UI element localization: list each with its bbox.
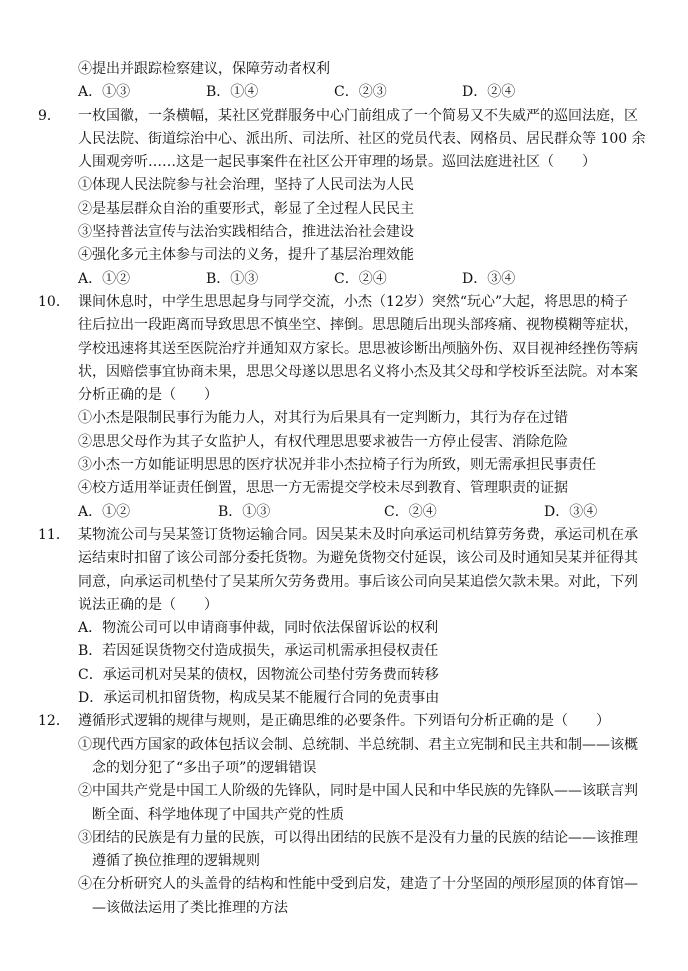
question-9-option-d: D．③④ [462, 270, 516, 287]
question-12-number: 12． [38, 713, 70, 730]
question-11 [38, 524, 648, 617]
question-12-item-4-line-1: ④在分析研究人的头盖骨的结构和性能中受到启发，建造了十分坚固的颅形屋顶的体育馆— [78, 876, 638, 893]
question-9-options [56, 268, 648, 291]
question-9-line-3: 人围观旁听……这是一起民事案件在社区公开审理的场景。巡回法庭进社区（ ） [78, 154, 596, 171]
question-9-line-2: 人民法院、街道综治中心、派出所、司法所、社区的党员代表、网格员、居民群众等 100 余 [78, 130, 646, 147]
question-10-line-4: 状，因赔偿事宜协商未果，思思父母遂以思思名义将小杰及其父母和学校诉至法院。对本案 [78, 363, 638, 380]
question-12-item-1-line-2: 念的划分犯了“多出子项”的逻辑错误 [92, 759, 317, 776]
question-10-line-2: 往后拉出一段距离而导致思思不慎坐空、摔倒。思思随后出现头部疼痛、视物模糊等症状， [78, 317, 638, 334]
prev-option-c: C．②③ [334, 84, 387, 101]
question-10-item-3: ③小杰一方如能证明思思的医疗状况并非小杰拉椅子行为所致，则无需承担民事责任 [78, 457, 596, 474]
question-10-option-a: A．①② [78, 503, 131, 520]
prev-item-4: ④提出并跟踪检察建议，保障劳动者权利 [78, 61, 330, 77]
question-11-choice-d: D．承运司机扣留货物，构成吴某不能履行合同的免责事由 [78, 690, 440, 707]
question-9-line-1: 一枚国徽，一条横幅，某社区党群服务中心门前组成了一个简易又不失威严的巡回法庭，区 [78, 107, 638, 124]
question-12-item-3-line-1: ③团结的民族是有力量的民族，可以得出团结的民族不是没有力量的民族的结论——该推理 [78, 829, 638, 846]
question-10-item-1: ①小杰是限制民事行为能力人，对其行为后果具有一定判断力，其行为存在过错 [78, 410, 568, 427]
prev-option-a: A．①③ [78, 84, 131, 101]
question-9-option-a: A．①② [78, 270, 131, 287]
question-11-line-2: 运结束时扣留了该公司部分委托货物。为避免货物交付延误，该公司及时通知吴某并征得其 [78, 550, 638, 567]
question-12-item-1-line-1: ①现代西方国家的政体包括议会制、总统制、半总统制、君主立宪制和民主共和制——该概 [78, 736, 638, 753]
question-12-item-2-line-1: ②中国共产党是中国工人阶级的先锋队，同时是中国人民和中华民族的先锋队——该联言判 [78, 783, 638, 800]
question-11-line-1: 某物流公司与吴某签订货物运输合同。因吴某未及时向承运司机结算劳务费，承运司机在承 [78, 526, 638, 543]
question-9-option-c: C．②④ [334, 270, 387, 287]
question-9-item-2: ②是基层群众自治的重要形式，彰显了全过程人民民主 [78, 200, 414, 217]
question-11-line-4: 说法正确的是（ ） [78, 596, 218, 613]
question-10-option-d: D．③④ [544, 503, 598, 520]
question-12 [38, 710, 648, 733]
question-10-options [56, 501, 648, 524]
question-11-number: 11． [38, 526, 70, 543]
question-10-number: 10． [38, 293, 70, 310]
question-9-item-3: ③坚持普法宣传与法治实践相结合，推进法治社会建设 [78, 224, 414, 241]
question-9-option-b: B．①③ [206, 270, 259, 287]
question-12-item-3-line-2: 遵循了换位推理的逻辑规则 [92, 853, 260, 870]
question-10-option-b: B．①③ [218, 503, 271, 520]
question-10-line-3: 学校迅速将其送至医院治疗并通知双方家长。思思被诊断出颅脑外伤、双目视神经挫伤等病 [78, 340, 638, 357]
question-9-item-1: ①体现人民法院参与社会治理，坚持了人民司法为人民 [78, 177, 414, 194]
question-10-item-4: ④校方适用举证责任倒置，思思一方无需提交学校未尽到教育、管理职责的证据 [78, 480, 568, 497]
question-11-choice-b: B．若因延误货物交付造成损失，承运司机需承担侵权责任 [78, 643, 439, 660]
prev-option-b: B．①④ [206, 84, 259, 101]
question-9 [38, 105, 648, 175]
question-9-number: 9． [38, 107, 61, 124]
question-12-item-4-line-2: —该做法运用了类比推理的方法 [92, 899, 288, 916]
prev-option-d: D．②④ [462, 84, 516, 101]
question-12-item-2-line-2: 断全面、科学地体现了中国共产党的性质 [92, 806, 344, 823]
question-11-choice-a: A．物流公司可以申请商事仲裁，同时依法保留诉讼的权利 [78, 620, 439, 637]
question-9-item-4: ④强化多元主体参与司法的义务，提升了基层治理效能 [78, 247, 414, 264]
question-10-option-c: C．②④ [384, 503, 437, 520]
question-10-item-2: ②思思父母作为其子女监护人，有权代理思思要求被告一方停止侵害、消除危险 [78, 433, 568, 450]
question-11-choice-c: C．承运司机对吴某的债权，因物流公司垫付劳务费而转移 [78, 666, 439, 683]
question-10-line-5: 分析正确的是（ ） [78, 387, 218, 404]
question-10 [38, 291, 648, 407]
prev-options [56, 81, 648, 104]
question-11-line-3: 同意，向承运司机垫付了吴某所欠劳务费用。事后该公司向吴某追偿欠款未果。对此，下列 [78, 573, 638, 590]
question-10-line-1: 课间休息时，中学生思思起身与同学交流，小杰（12岁）突然“玩心”大起，将思思的椅子 [78, 293, 629, 310]
question-12-line-1: 遵循形式逻辑的规律与规则，是正确思维的必要条件。下列语句分析正确的是（ ） [78, 713, 610, 730]
